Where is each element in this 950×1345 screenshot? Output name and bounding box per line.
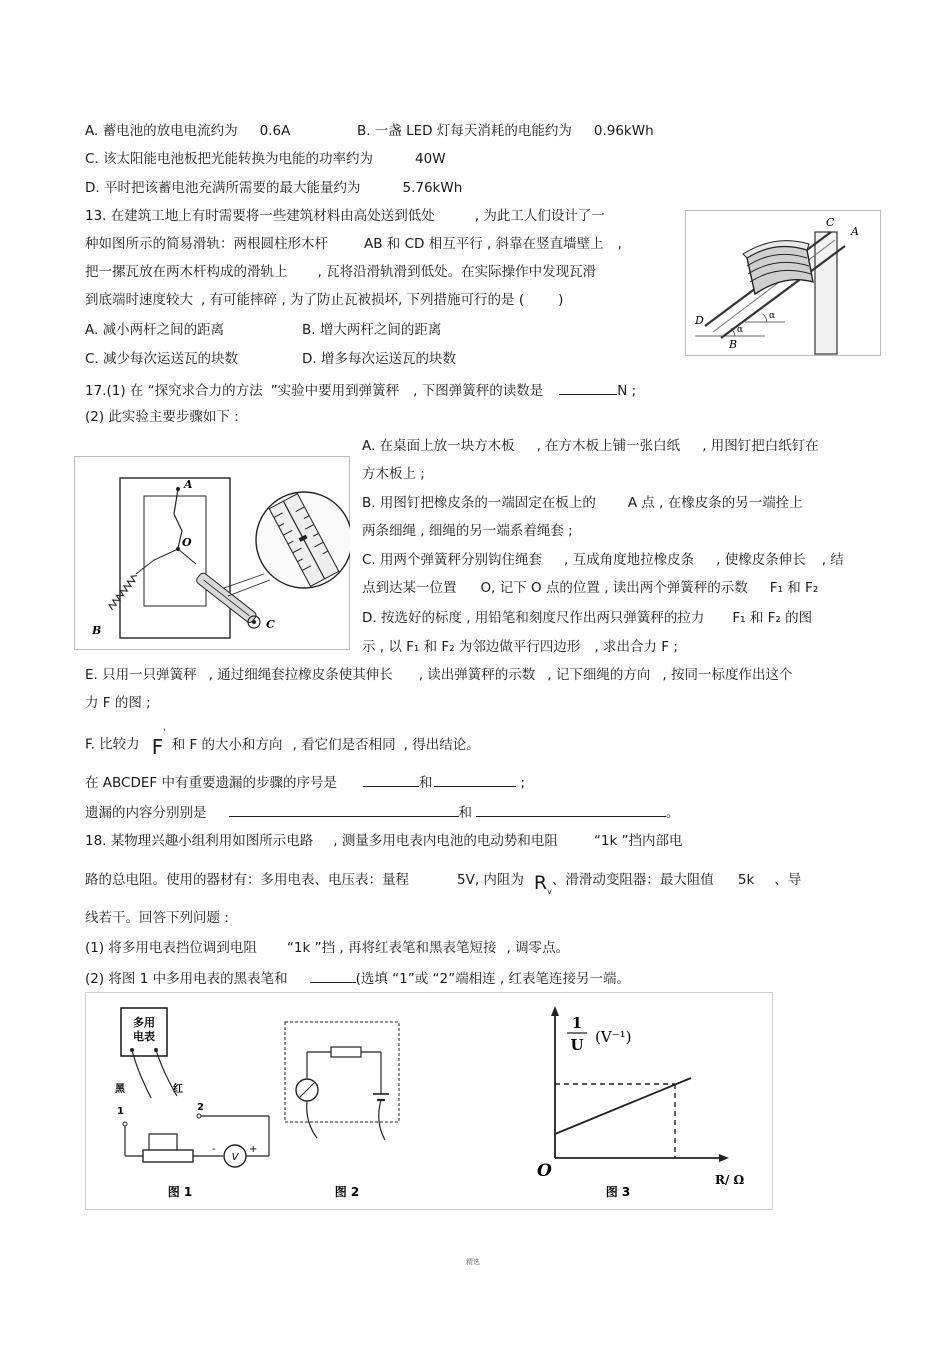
omission-question: 在 ABCDEF 中有重要遗漏的步骤的序号是 和 ; (85, 772, 525, 792)
step-d-line1: D. 按选好的标度 , 用铅笔和刻度尺作出两只弹簧秤的拉力 F₁ 和 F₂ 的图 (362, 610, 813, 626)
q17-line1: 17.(1) 在 “探究求合力的方法 ”实验中要用到弹簧秤 , 下图弹簧秤的读数是 N ; (85, 380, 636, 400)
label-d: D (695, 314, 704, 327)
q13-line3: 把一摞瓦放在两木杆构成的滑轨上 , 瓦将沿滑轨滑到低处。在实际操作中发现瓦滑 (85, 264, 597, 280)
q13-option-b: B. 增大两杆之间的距离 (302, 322, 442, 338)
black-probe-label: 黑 (115, 1084, 125, 1095)
q13-line2: 种如图所示的简易滑轨：两根圆柱形木杆 AB 和 CD 相互平行 , 斜靠在竖直墙壁上 , (85, 236, 622, 252)
y-axis-numerator: 1 (571, 1014, 583, 1032)
label-o: O (182, 536, 192, 549)
step-c-line1: C. 用两个弹簧秤分别钩住绳套 , 互成角度地拉橡皮条 , 使橡皮条伸长 , 结 (362, 552, 844, 568)
y-axis-denominator: U (570, 1036, 584, 1054)
q13-line1: 13. 在建筑工地上有时需要将一些建筑材料由高处送到低处 , 为此工人们设计了一 (85, 208, 605, 224)
label-b: B (92, 624, 102, 637)
option-12b: B. 一盏 LED 灯每天消耗的电能约为 0.96kWh (357, 123, 654, 139)
figure-1-caption: 图 1 (167, 1185, 193, 1199)
origin-label: O (537, 1161, 552, 1181)
q13-figure (685, 210, 881, 356)
y-axis-unit: (V⁻¹) (595, 1028, 632, 1046)
step-e-line2: 力 F 的图 ; (85, 695, 151, 711)
answer-blank-reading[interactable] (559, 380, 617, 395)
red-probe-label: 红 (173, 1084, 183, 1095)
q17-figure (74, 456, 350, 650)
step-e-line1: E. 只用一只弹簧秤 , 通过细绳套拉橡皮条使其伸长 , 读出弹簧秤的示数 , 记下细绳的方向 , 按同一标度作出这个 (85, 667, 793, 683)
terminal-2-label: 2 (197, 1102, 204, 1113)
terminal-1-label: 1 (117, 1106, 124, 1117)
footer-label: 精选 (466, 1258, 480, 1266)
q18-line3: 线若干。回答下列问题 : (85, 910, 229, 926)
q13-option-a: A. 减小两杆之间的距离 (85, 322, 225, 338)
voltmeter-minus: - (212, 1144, 216, 1155)
answer-blank-content-2[interactable] (476, 802, 666, 817)
meter-label-1: 多用 (133, 1016, 155, 1029)
q18-figures (85, 992, 773, 1210)
label-a: A (851, 225, 859, 238)
label-c: C (266, 618, 275, 631)
step-c-line2: 点到达某一位置 O, 记下 O 点的位置 , 读出两个弹簧秤的示数 F₁ 和 F₂ (362, 580, 819, 596)
q13-option-d: D. 增多每次运送瓦的块数 (302, 351, 456, 367)
option-12c: C. 该太阳能电池板把光能转换为电能的功率约为 40W (85, 151, 446, 167)
step-f: F. 比较力 F'和 F 的大小和方向 , 看它们是否相同 , 得出结论。 (85, 728, 480, 759)
label-b: B (729, 338, 738, 351)
step-a-line1: A. 在桌面上放一块方木板 , 在方木板上铺一张白纸 , 用图钉把白纸钉在 (362, 438, 819, 454)
figure-3-caption: 图 3 (605, 1185, 631, 1199)
voltmeter-plus: + (249, 1144, 258, 1155)
label-a: A (184, 478, 193, 491)
answer-blank-terminal[interactable] (310, 968, 356, 983)
step-d-line2: 示 , 以 F₁ 和 F₂ 为邻边做平行四边形 , 求出合力 F ; (362, 639, 678, 655)
step-a-line2: 方木板上 ; (362, 466, 425, 482)
option-12d: D. 平时把该蓄电池充满所需要的最大能量约为 5.76kWh (85, 180, 463, 196)
x-axis-label: R/ Ω (715, 1173, 745, 1187)
label-c: C (826, 216, 835, 229)
voltmeter-label: V (231, 1152, 239, 1163)
q18-line5: (2) 将图 1 中多用电表的黑表笔和 (选填 “1”或 “2”端相连 , 红表笔连接另一端。 (85, 968, 630, 988)
step-b-line1: B. 用图钉把橡皮条的一端固定在板上的 A 点 , 在橡皮条的另一端拴上 (362, 495, 803, 511)
q13-option-c: C. 减少每次运送瓦的块数 (85, 351, 239, 367)
option-12a: A. 蓄电池的放电电流约为 0.6A (85, 123, 291, 139)
meter-label-2: 电表 (133, 1030, 155, 1043)
q13-line4: 到底端时速度较大 , 有可能摔碎 , 为了防止瓦被损坏, 下列措施可行的是 ( ) (85, 292, 564, 308)
answer-blank-content-1[interactable] (229, 802, 459, 817)
alpha-1: α (737, 325, 744, 335)
q17-line2: (2) 此实验主要步骤如下 : (85, 409, 239, 425)
q18-line4: (1) 将多用电表挡位调到电阻 “1k ”挡 , 再将红表笔和黑表笔短接 , 调零点。 (85, 940, 570, 956)
answer-blank-step-1[interactable] (363, 772, 419, 787)
q18-line1: 18. 某物理兴趣小组利用如图所示电路 , 测量多用电表内电池的电动势和电阻 “1k ”挡内部电 (85, 833, 683, 849)
step-b-line2: 两条细绳 , 细绳的另一端系着绳套 ; (362, 523, 573, 539)
figure-2-caption: 图 2 (334, 1185, 360, 1199)
answer-blank-step-2[interactable] (434, 772, 516, 787)
omission-content: 遗漏的内容分别别是 和 。 (85, 802, 680, 822)
q18-line2: 路的总电阻。使用的器材有：多用电表、电压表：量程 5V, 内阻为 $R_v$、滑滑动变阻器：最大阻值 5k 、导 (85, 872, 802, 896)
alpha-2: α (769, 311, 776, 321)
